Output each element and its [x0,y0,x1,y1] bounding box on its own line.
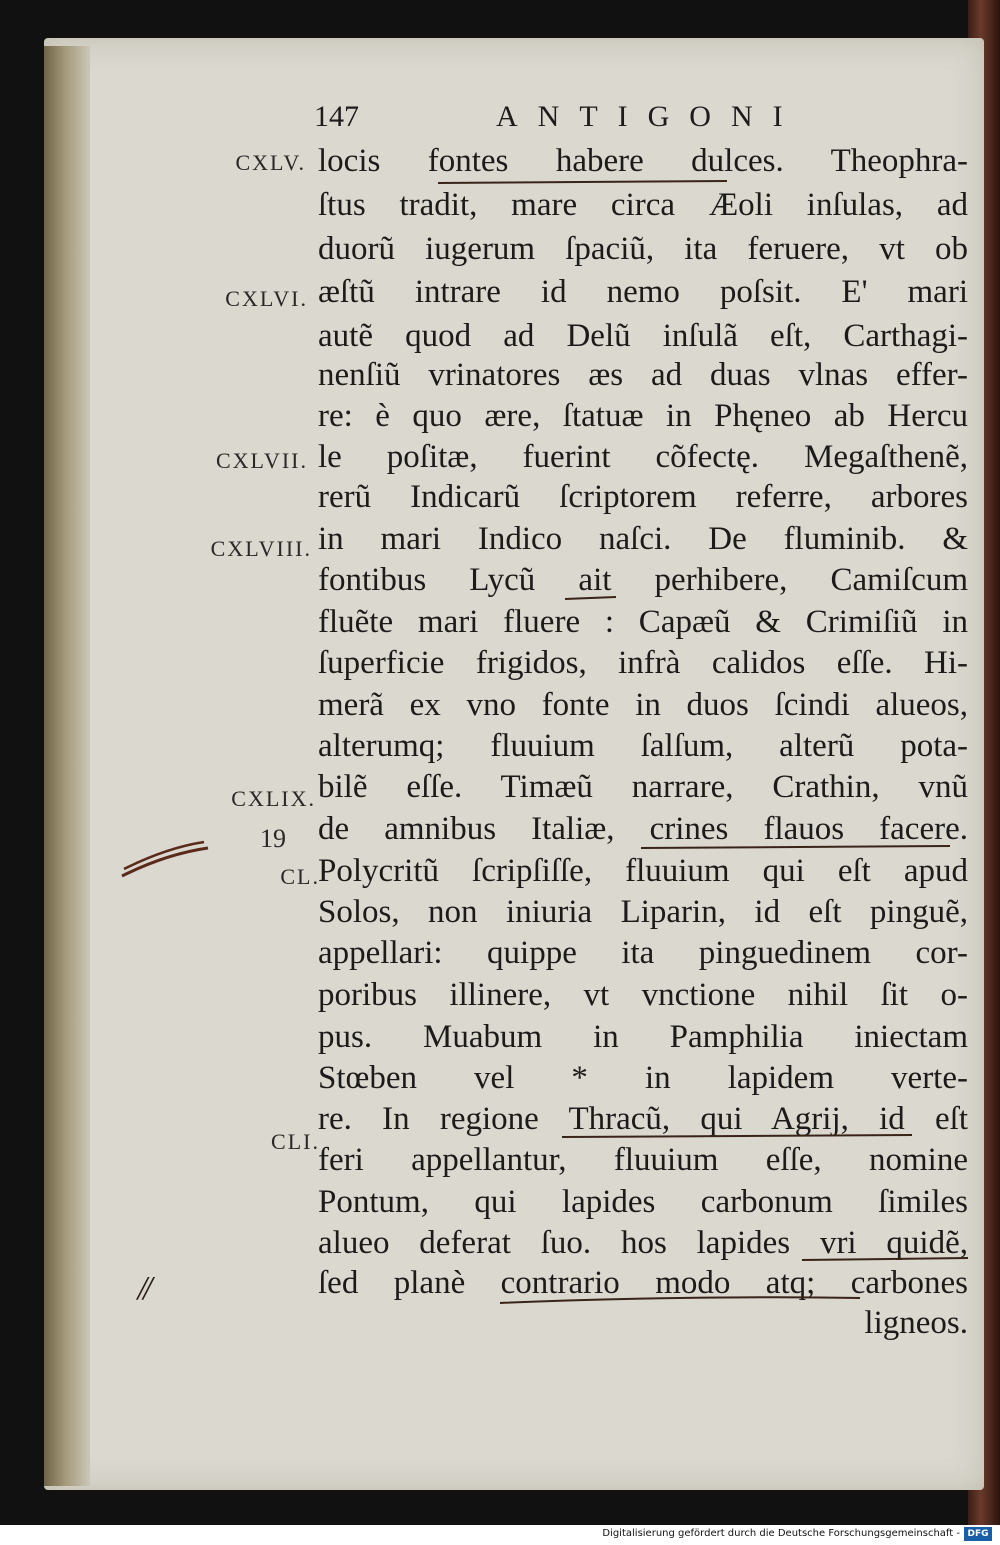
pen-stroke [124,842,204,869]
text-line: Solos, non iniuria Liparin, id eſt pinguẽ, [318,894,968,930]
marginal-number: CL. [280,864,320,889]
underline-mark [500,1297,860,1303]
text-line: locis fontes habere dulces. Theophra- [318,143,968,179]
text-line: Polycritũ ſcripſiſſe, fluuium qui eſt apud [318,853,968,889]
text-line: alterumq; fluuium ſalſum, alterũ pota- [318,728,968,764]
text-line: in mari Indico naſci. De fluminib. & [318,521,968,557]
text-line: ſed planè contrario modo atq; carbones [318,1265,968,1301]
underline-mark [565,597,616,599]
marginal-handwritten-mark: // [137,1270,149,1307]
text-line: feri appellantur, fluuium eſſe, nomine [318,1142,968,1178]
dfg-logo: DFG [964,1527,992,1541]
marginal-number: CXLIX. [231,786,316,811]
text-line: fontibus Lycũ ait perhibere, Camiſcum [318,562,968,598]
text-line: ſuperficie frigidos, infrà calidos eſſe. Hi- [318,645,968,681]
text-line: pus. Muabum in Pamphilia iniectam [318,1019,968,1055]
text-line: merã ex vno fonte in duos ſcindi alueos, [318,687,968,723]
marginal-number: CXLVIII. [210,536,312,561]
text-line: appellari: quippe ita pinguedinem cor- [318,935,968,971]
text-line: poribus illinere, vt vnctione nihil ſit o- [318,977,968,1013]
running-head: ANTIGONI [496,100,803,133]
marginal-number: CXLV. [235,150,306,175]
page-number: 147 [314,100,359,133]
marginal-number: CXLVI. [225,286,308,311]
underline-mark [438,181,727,183]
text-line: le poſitæ, fuerint cõfectę. Megaſthenẽ, [318,439,968,475]
text-line: bilẽ eſſe. Timæũ narrare, Crathin, vnũ [318,769,968,805]
marginal-handwritten-number: 19 [260,824,286,853]
text-line: rerũ Indicarũ ſcriptorem referre, arbores [318,479,968,515]
text-line: Pontum, qui lapides carbonum ſimiles [318,1184,968,1220]
underline-mark [562,1135,912,1137]
text-line: nenſiũ vrinatores æs ad duas vlnas effer- [318,357,968,393]
text-line: duorũ iugerum ſpaciũ, ita feruere, vt ob [318,231,968,267]
underline-mark [802,1258,968,1260]
text-line: alueo deferat ſuo. hos lapides vri quidẽ, [318,1225,968,1261]
text-line: Stœben vel * in lapidem verte- [318,1060,968,1096]
footer-credit: Digitalisierung gefördert durch die Deutsche Forschungsgemeinschaft - [602,1528,960,1539]
underline-mark [641,846,950,848]
text-line: re. In regione Thracũ, qui Agrij, id eſt [318,1101,968,1137]
text-line: fluẽte mari fluere : Capæũ & Crimiſiũ in [318,604,968,640]
marginal-number: CXLVII. [215,448,308,473]
marginal-number: CLI. [271,1129,320,1154]
text-line-final: ligneos. [864,1305,968,1341]
footer-bar [0,1525,1000,1545]
text-line: æſtũ intrare id nemo poſsit. E' mari [318,274,968,310]
text-line: ſtus tradit, mare circa Æoli inſulas, ad [318,187,968,223]
text-line: de amnibus Italiæ, crines flauos facere. [318,811,968,847]
text-line: re: è quo ære, ſtatuæ in Phęneo ab Hercu [318,398,968,434]
text-line: autẽ quod ad Delũ inſulã eſt, Carthagi- [318,318,968,354]
